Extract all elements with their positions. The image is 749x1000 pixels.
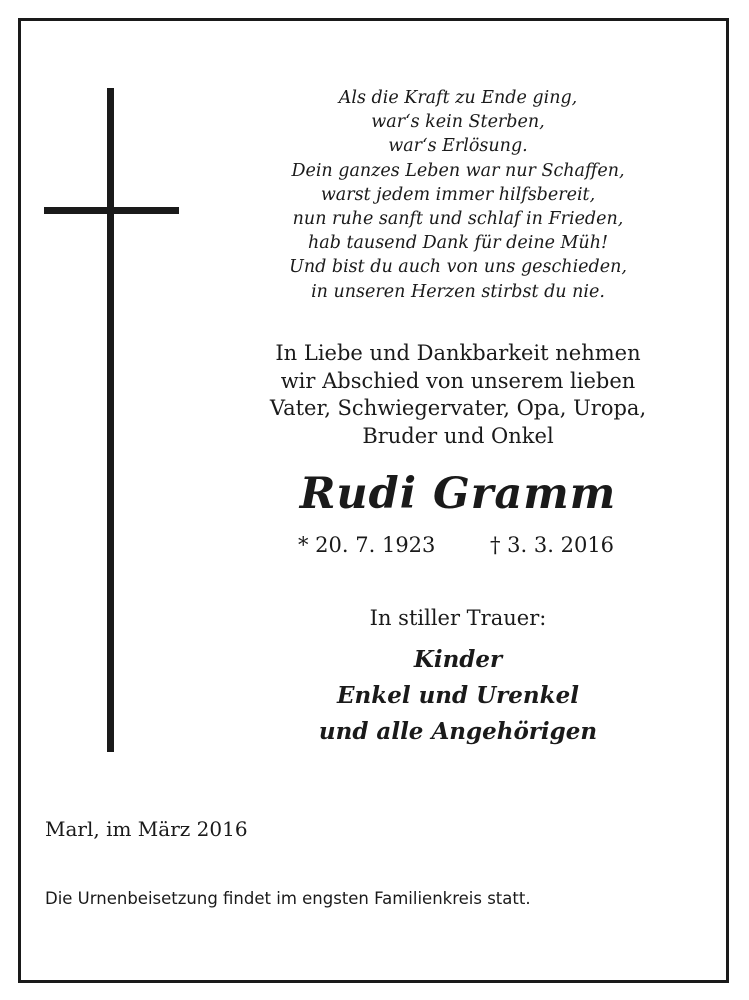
- mourner-line: Enkel und Urenkel: [337, 682, 579, 709]
- poem-line: in unseren Herzen stirbst du nie.: [311, 281, 605, 302]
- poem-line: Und bist du auch von uns geschieden,: [289, 257, 627, 278]
- cross-vertical-bar: [107, 88, 114, 752]
- farewell-line: In Liebe und Dankbarkeit nehmen: [275, 341, 641, 365]
- farewell-line: Vater, Schwiegervater, Opa, Uropa,: [269, 396, 647, 420]
- death-date: † 3. 3. 2016: [490, 533, 615, 557]
- place-date: Marl, im März 2016: [45, 817, 248, 841]
- birth-date: * 20. 7. 1923: [298, 533, 436, 557]
- mourner-line: und alle Angehörigen: [318, 718, 598, 745]
- deceased-name: Rudi Gramm: [299, 469, 617, 519]
- poem: [258, 86, 658, 304]
- farewell-text: [230, 340, 686, 450]
- burial-note: Die Urnenbeisetzung findet im engsten Familienkreis statt.: [45, 889, 531, 908]
- poem-line: warst jedem immer hilfsbereit,: [320, 184, 596, 205]
- poem-line: Dein ganzes Leben war nur Schaffen,: [291, 160, 625, 181]
- mourning-heading: In stiller Trauer:: [369, 606, 547, 630]
- cross-horizontal-bar: [44, 207, 179, 214]
- poem-line: Als die Kraft zu Ende ging,: [338, 88, 578, 108]
- farewell-line: Bruder und Onkel: [362, 423, 554, 448]
- mourner-line: Kinder: [413, 646, 503, 673]
- poem-line: hab tausend Dank für deine Müh!: [308, 233, 608, 254]
- poem-line: war‘s kein Sterben,: [371, 112, 545, 133]
- farewell-line: wir Abschied von unserem lieben: [280, 368, 636, 393]
- poem-line: war‘s Erlösung.: [388, 136, 528, 157]
- mourners-list: [230, 642, 686, 750]
- poem-line: nun ruhe sanft und schlaf in Frieden,: [292, 209, 624, 230]
